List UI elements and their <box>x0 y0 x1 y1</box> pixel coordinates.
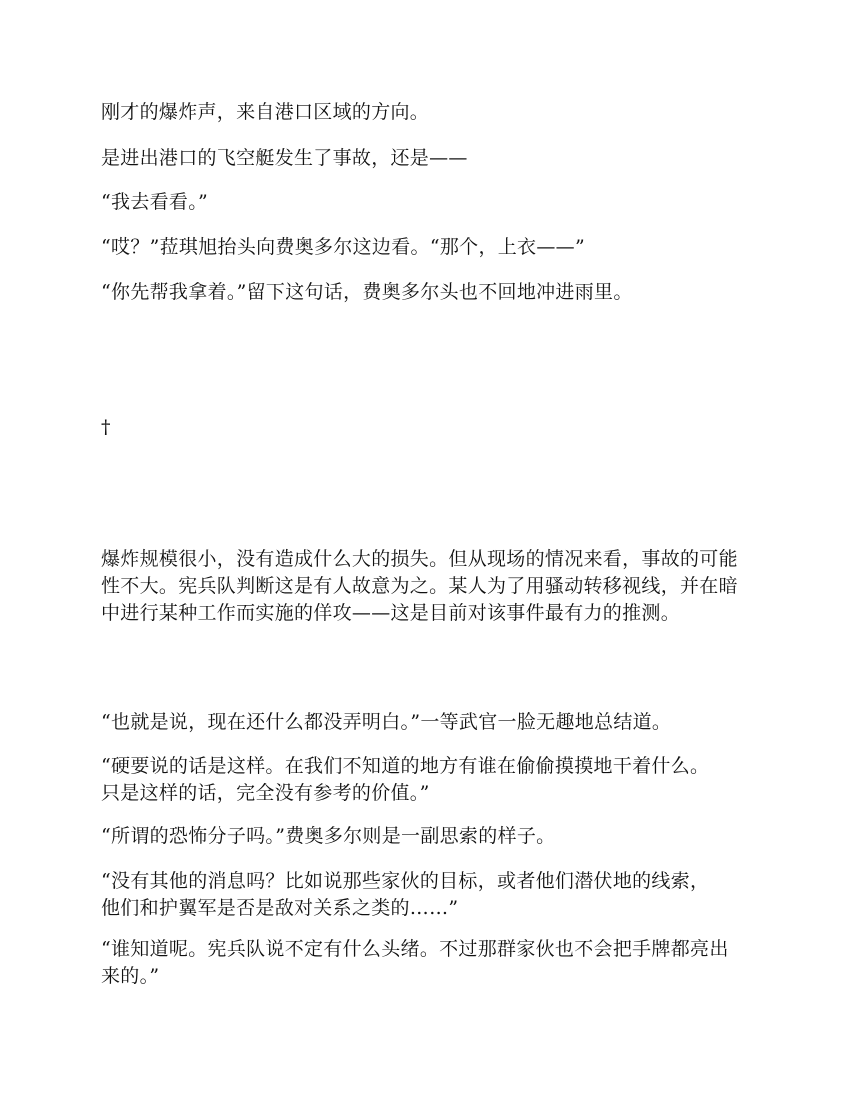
paragraph-8: “硬要说的话是这样。在我们不知道的地方有谁在偷偷摸摸地干着什么。只是这样的话，完全没有参考的价值。” <box>101 755 710 804</box>
paragraph-2: 是进出港口的飞空艇发生了事故，还是—— <box>101 147 468 169</box>
paragraph-6: 爆炸规模很小，没有造成什么大的损失。但从现场的情况来看，事故的可能性不大。宪兵队判断这是有人故意为之。某人为了用骚动转移视线，并在暗中进行某种工作而实施的佯攻——这是目前对该事件最有力的推测。 <box>101 548 738 624</box>
section-break-dagger: † <box>101 416 111 438</box>
paragraph-4: “哎？”菈琪旭抬头向费奥多尔这边看。“那个，上衣——” <box>101 236 585 258</box>
paragraph-1: 刚才的爆炸声，来自港口区域的方向。 <box>101 101 430 123</box>
paragraph-3: “我去看看。” <box>101 191 209 213</box>
paragraph-10: “没有其他的消息吗？比如说那些家伙的目标，或者他们潜伏地的线索，他们和护翼军是否是敌对关系之类的……” <box>101 870 710 919</box>
paragraph-5: “你先帮我拿着。”留下这句话，费奥多尔头也不回地冲进雨里。 <box>101 281 633 303</box>
paragraph-7: “也就是说，现在还什么都没弄明白。”一等武官一脸无趣地总结道。 <box>101 711 672 733</box>
paragraph-9: “所谓的恐怖分子吗。”费奥多尔则是一副思索的样子。 <box>101 825 556 847</box>
paragraph-11: “谁知道呢。宪兵队说不定有什么头绪。不过那群家伙也不会把手牌都亮出来的。” <box>101 938 729 987</box>
